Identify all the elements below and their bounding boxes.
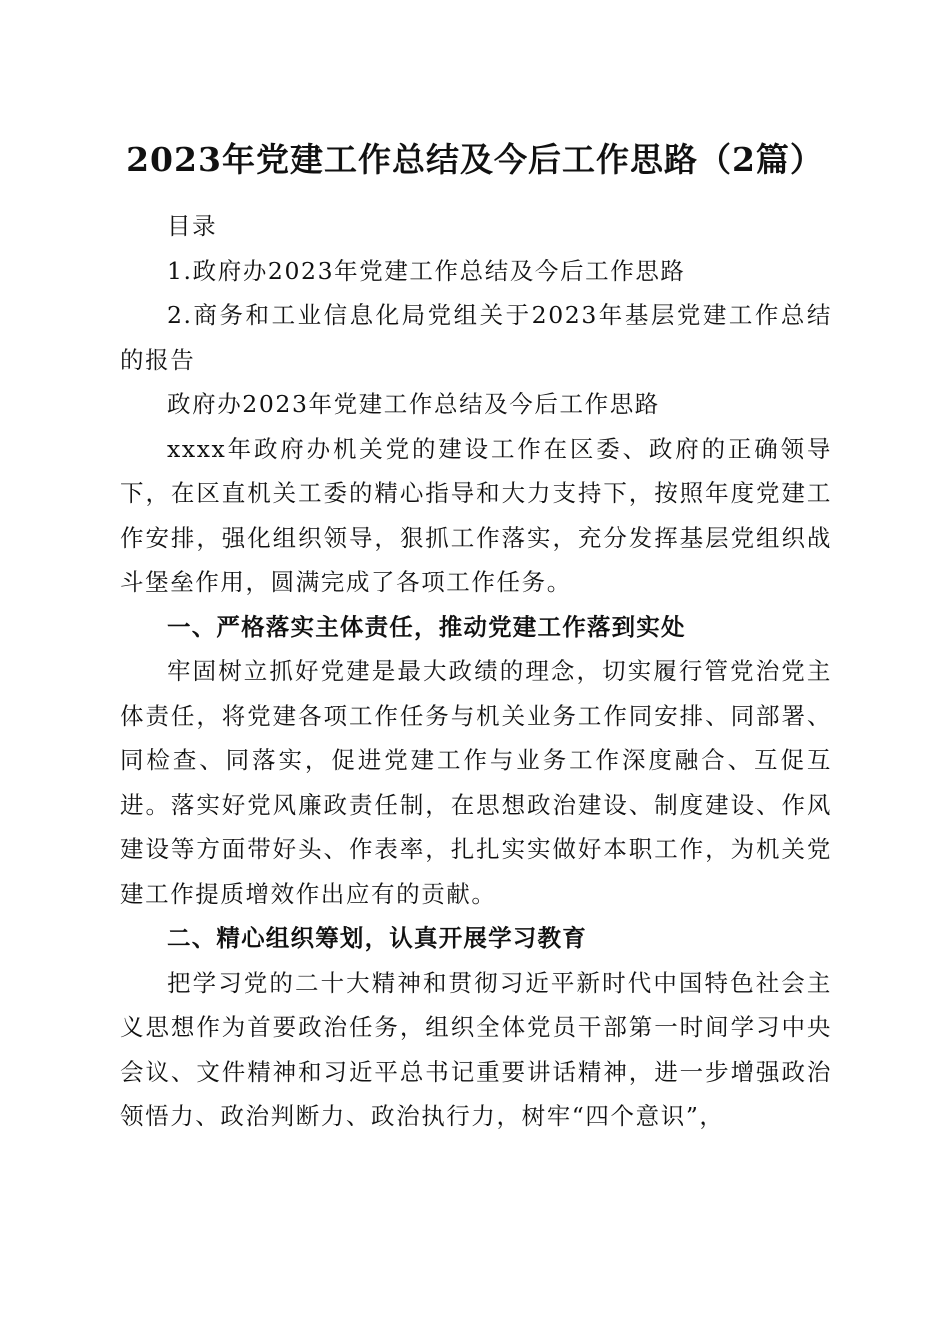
body-paragraph: 牢固树立抓好党建是最大政绩的理念，切实履行管党治党主体责任，将党建各项工作任务与机关业务工作同安排、同部署、同检查、同落实，促进党建工作与业务工作深度融合、互促互进。落实好党风廉政责任制，在思想政治建设、制度建设、作风建设等方面带好头、作表率，扎扎实实做好本职工作，为机关党建工作提质增效作出应有的贡献。 bbox=[120, 657, 832, 908]
intro-paragraph: xxxx年政府办机关党的建设工作在区委、政府的正确领导下，在区直机关工委的精心指导和大力支持下，按照年度党建工作安排，强化组织领导，狠抓工作落实，充分发挥基层党组织战斗堡垒作用，圆满完成了各项工作任务。 bbox=[120, 434, 832, 596]
section-heading: 二、精心组织筹划，认真开展学习教育 bbox=[167, 924, 587, 952]
toc-item: 2.商务和工业信息化局党组关于2023年基层党建工作总结的报告 bbox=[120, 301, 832, 374]
document-body bbox=[120, 204, 832, 1139]
document-title: 2023年党建工作总结及今后工作思路（2篇） bbox=[126, 140, 824, 179]
section-title: 政府办2023年党建工作总结及今后工作思路 bbox=[167, 390, 660, 418]
toc-item: 1.政府办2023年党建工作总结及今后工作思路 bbox=[167, 256, 686, 285]
toc-heading: 目录 bbox=[167, 212, 218, 240]
body-paragraph: 把学习党的二十大精神和贯彻习近平新时代中国特色社会主义思想作为首要政治任务，组织全体党员干部第一时间学习中央会议、文件精神和习近平总书记重要讲话精神，进一步增强政治领悟力、政治判断力、政治执行力，树牢“四个意识”， bbox=[120, 968, 832, 1130]
section-heading: 一、严格落实主体责任，推动党建工作落到实处 bbox=[167, 612, 686, 641]
